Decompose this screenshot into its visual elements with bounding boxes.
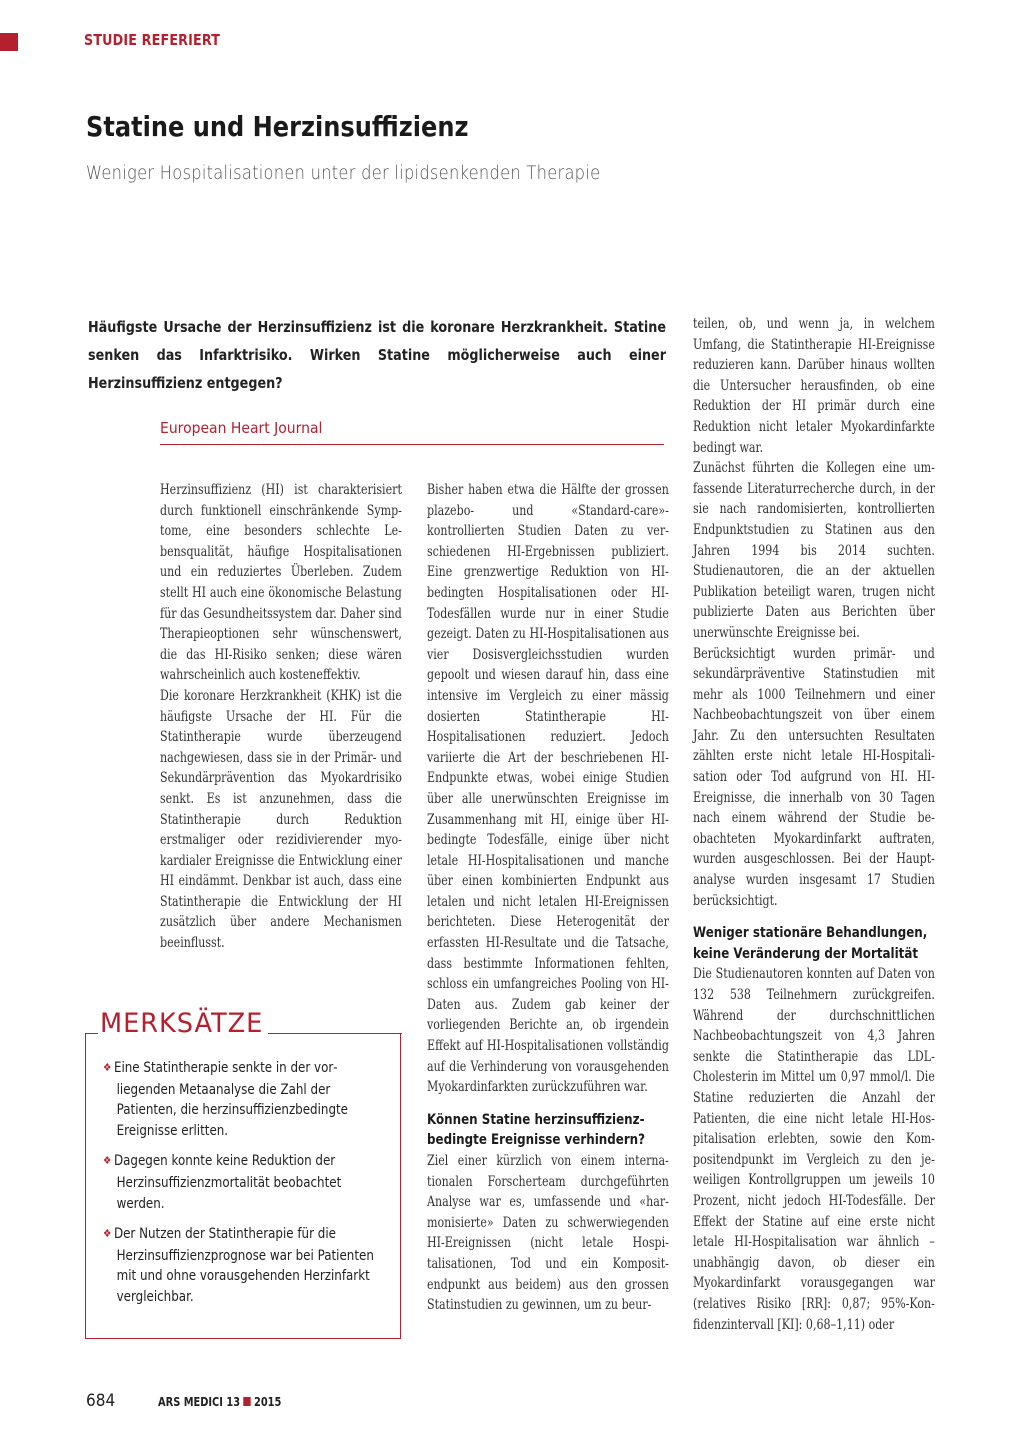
paragraph: Ziel einer kürzlich von einem internationalen Forscherteam durchgeführten Analyse war es, umfassende und «harmonisierte» Daten zu schwerwiegenden HI-Ereignissen (nicht letale Hospitalisationen, Tod und ein Kompositendpunkt aus beidem) aus den grossen Statinstudien zu gewinnen, um zu beur- xyxy=(427,1153,669,1314)
merksaetze-item-text: Dagegen konnte keine Reduktion der Herzinsuffizienzmortalität beobachtet werden. xyxy=(113,1153,342,1212)
paragraph: Herzinsuffizienz (HI) ist charakterisiert durch funktionell einschränkende Symptome, eine besonders schlechte Lebensqualität, häufige Hospitalisationen und ein reduziertes Überleben. Zudem stellt HI auch eine ökonomische Belastung für das Gesundheitssystem dar. Daher sind Therapieoptionen sehr wünschenswert, die das HI-Risiko senken; diese wären wahrscheinlich auch kosteneffektiv. xyxy=(160,482,402,684)
source-divider xyxy=(160,444,664,445)
publication-name: ARS MEDICI 13 xyxy=(158,1395,241,1409)
diamond-cluster-icon: ❖ xyxy=(103,1061,112,1074)
diamond-cluster-icon: ❖ xyxy=(103,1227,112,1241)
article-lead xyxy=(88,313,666,397)
paragraph: Berücksichtigt wurden primär- und sekundärpräventive Statinstudien mit mehr als 1000 Teilnehmern und einer Nachbeobachtungszeit von über einem Jahr. Zu den untersuchten Resultaten zählten erste nicht letale HI-Hospitalisation oder Tod aufgrund von HI. HI-Ereignisse, die innerhalb von 30 Tagen nach einem während der Studie beobachteten Myokardinfarkt auftraten, wurden ausgeschlossen. Bei der Hauptanalyse wurden insgesamt 17 Studien berücksichtigt. xyxy=(693,645,935,909)
subheading: Können Statine herzinsuffizienzbedingte Ereignisse verhindern? xyxy=(427,1111,646,1149)
merksaetze-item xyxy=(103,1224,384,1307)
publication-year: 2015 xyxy=(253,1395,282,1409)
merksaetze-item xyxy=(103,1151,384,1214)
footer-publication xyxy=(158,1395,281,1409)
paragraph: Die koronare Herzkrankheit (KHK) ist die häufigste Ursache der HI. Für die Statintherapie wurde überzeugend nachgewiesen, dass sie in der Primär- und Sekundärprävention das Myokardrisiko senkt. Es ist anzunehmen, dass die Statintherapie durch Reduktion erstmaliger oder rezidivierender myokardialer Ereignisse die Entwicklung einer HI eindämmt. Denkbar ist auch, dass eine Statintherapie die Entwicklung der HI zusätzlich über andere Mechanismen beeinflusst. xyxy=(160,687,402,952)
paragraph: teilen, ob, und wenn ja, in welchem Umfang, die Statintherapie HI-Ereignisse reduzieren kann. Darüber hinaus wollten die Untersucher herausfinden, ob eine Reduktion der HI primär durch eine Reduktion nicht letaler Myokardinfarkte bedingt war. xyxy=(693,316,935,456)
footer-square-icon xyxy=(243,1397,250,1406)
source-journal: European Heart Journal xyxy=(160,419,323,437)
page-number: 684 xyxy=(86,1391,116,1411)
article-title: Statine und Herzinsuffizienz xyxy=(86,110,469,143)
section-marker xyxy=(0,33,18,51)
article-subtitle: Weniger Hospitalisationen unter der lipidsenkenden Therapie xyxy=(86,163,601,184)
lead-text: Häufigste Ursache der Herzinsuffizienz ist die koronare Herzkrankheit. Statine senken das Infarktrisiko. Wirken Statine möglicherweise auch einer Herzinsuffizienz entgegen? xyxy=(88,318,666,392)
merksaetze-item-text: Eine Statintherapie senkte in der vorliegenden Metaanalyse die Zahl der Patienten, die herzinsuffizienzbedingte Ereignisse erlitten. xyxy=(113,1060,349,1139)
section-label: STUDIE REFERIERT xyxy=(84,31,221,49)
text-column-3 xyxy=(693,314,937,1335)
subheading: Weniger stationäre Behandlungen, keine Veränderung der Mortalität xyxy=(693,925,928,962)
merksaetze-item xyxy=(103,1058,384,1141)
text-column-1 xyxy=(160,480,403,954)
paragraph: Zunächst führten die Kollegen eine umfassende Literaturrecherche durch, in der sie nach randomisierten, kontrollierten Endpunktstudien zu Statinen aus den Jahren 1994 bis 2014 suchten. Studienautoren, die an der aktuellen Publikation beteiligt waren, trugen nicht publizierte Daten aus Berichten über unerwünschte Ereignisse bei. xyxy=(693,460,935,641)
paragraph: Die Studienautoren konnten auf Daten von 132 538 Teilnehmern zurückgreifen. Während der durchschnittlichen Nachbeobachtungszeit von 4,3 Jahren senkte die Statintherapie das LDL-Cholesterin im Mittel um 0,97 mmol/l. Die Statine reduzierten die Anzahl der Patienten, die eine nicht letale HI-Hospitalisation erlebten, sowie den Kompositendpunkt im Vergleich zu den jeweiligen Kontrollgruppen um jeweils 10 Prozent, nicht jedoch HI-Todesfälle. Der Effekt der Statine auf eine erste nicht letale HI-Hospitalisation war ähnlich – unabhängig davon, ob dieser ein Myokardinfarkt vorausgegangen war (relatives Risiko [RR]: 0,87; 95%-Konfidenzintervall [KI]: 0,68–1,11) oder xyxy=(693,966,935,1333)
merksaetze-item-text: Der Nutzen der Statintherapie für die Herzinsuffizienzprognose war bei Patienten mit und ohne vorausgehenden Herzinfarkt vergleichbar. xyxy=(113,1226,374,1305)
paragraph: Bisher haben etwa die Hälfte der grossen plazebo- und «Standard-care»-kontrollierten Studien Daten zu verschiedenen HI-Ergebnissen publiziert. Eine grenzwertige Reduktion von HI-bedingten Hospitalisationen oder HI-Todesfällen wurde nur in einer Studie gezeigt. Daten zu HI-Hospitalisationen aus vier Dosisvergleichsstudien wurden gepoolt und wiesen darauf hin, dass eine intensive im Vergleich zu einer mässig dosierten Statintherapie HI-Hospitalisationen reduziert. Jedoch variierte die Art der beschriebenen HI-Endpunkte etwas, wobei einige Studien über alle unerwünschten Ereignisse im Zusammenhang mit HI, einige über HI-bedingte Todesfälle, einige über nicht letale HI-Hospitalisationen und manche über einen kombinierten Endpunkt aus letalen und nicht letalen HI-Ereignissen berichteten. Diese Heterogenität der erfassten HI-Resultate und die Tatsache, dass bestimmte Informationen fehlten, schloss ein umfangreiches Pooling von HI-Daten aus. Zudem gab keiner der vorliegenden Berichte an, ob irgendein Effekt auf HI-Hospitalisationen vollständig auf die Verhinderung von vorausgehenden Myokardinfarkten zurückzuführen war. xyxy=(427,482,669,1096)
merksaetze-list xyxy=(103,1058,383,1308)
text-column-2 xyxy=(427,480,670,1316)
diamond-cluster-icon: ❖ xyxy=(103,1154,112,1168)
merksaetze-title: MERKSÄTZE xyxy=(100,1008,264,1039)
